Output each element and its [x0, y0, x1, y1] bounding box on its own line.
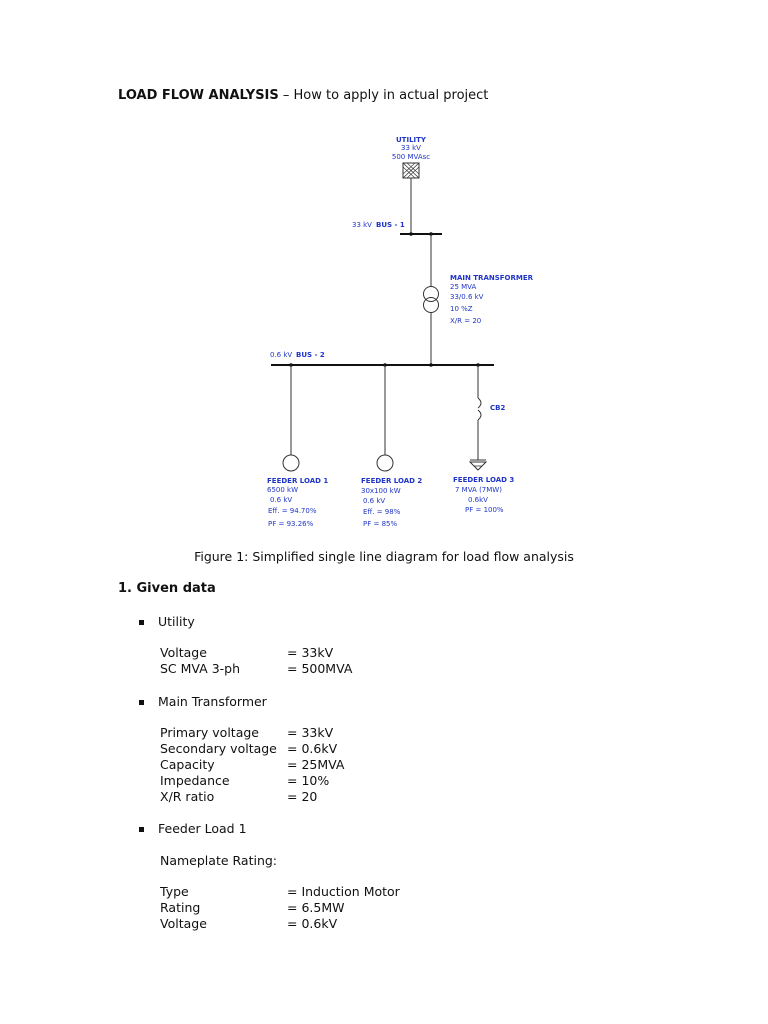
bullet-feeder-load-1	[139, 821, 247, 836]
utility-data	[160, 645, 352, 677]
bus-2-name: BUS - 2	[296, 351, 325, 359]
data-key: X/R ratio	[160, 789, 215, 804]
static-load-icon	[470, 460, 486, 470]
feeder-2-pf: PF = 85%	[363, 520, 398, 528]
bullet-utility-label: Utility	[158, 614, 195, 629]
data-row	[160, 645, 352, 661]
feeder-3-pf: PF = 100%	[465, 506, 504, 514]
feeder-2-voltage: 0.6 kV	[363, 497, 386, 505]
data-row	[160, 757, 344, 773]
data-row	[160, 916, 400, 932]
data-value: = 20	[287, 789, 318, 804]
data-key: Impedance	[160, 773, 230, 788]
data-key: Voltage	[160, 916, 207, 931]
utility-voltage: 33 kV	[401, 144, 421, 152]
transformer-capacity: 25 MVA	[450, 283, 477, 291]
bus-1-name: BUS - 1	[376, 221, 405, 229]
title-rest: – How to apply in actual project	[278, 88, 489, 103]
data-value: = 0.6kV	[287, 916, 338, 931]
bus-1-voltage: 33 kV	[352, 221, 372, 229]
utility-source-icon	[403, 163, 419, 178]
feeder-1-voltage: 0.6 kV	[270, 496, 293, 504]
transformer-label: MAIN TRANSFORMER	[450, 274, 534, 282]
bullet-main-transformer	[139, 694, 267, 709]
transformer-icon	[424, 287, 439, 313]
figure-caption: Figure 1: Simplified single line diagram for load flow analysis	[194, 549, 574, 564]
data-key: Primary voltage	[160, 725, 259, 740]
breaker-label: CB2	[490, 404, 506, 412]
feeder-3-label: FEEDER LOAD 3	[453, 476, 515, 484]
data-value: = 10%	[287, 773, 330, 788]
motor-2-icon	[377, 455, 393, 471]
data-key: Type	[160, 884, 189, 899]
data-value: = 0.6kV	[287, 741, 338, 756]
data-value: = 33kV	[287, 725, 334, 740]
bullet-square-icon	[139, 700, 144, 705]
transformer-impedance: 10 %Z	[450, 305, 473, 313]
data-key: Secondary voltage	[160, 741, 277, 756]
data-row	[160, 884, 400, 900]
feeder-2-label: FEEDER LOAD 2	[361, 477, 423, 485]
feeder-3-voltage: 0.6kV	[468, 496, 488, 504]
transformer-xr: X/R = 20	[450, 317, 482, 325]
data-key: Voltage	[160, 645, 207, 660]
circuit-breaker-icon	[478, 398, 481, 420]
data-key: Capacity	[160, 757, 215, 772]
feeder-data	[160, 884, 400, 932]
bullet-square-icon	[139, 827, 144, 832]
feeder-2-rating: 30x100 kW	[361, 487, 401, 495]
data-key: SC MVA 3-ph	[160, 661, 241, 676]
title-bold: LOAD FLOW ANALYSIS	[118, 88, 279, 103]
data-row	[160, 741, 344, 757]
transformer-voltage: 33/0.6 kV	[450, 293, 484, 301]
data-row	[160, 725, 344, 741]
transformer-data	[160, 725, 344, 805]
bullet-transformer-label: Main Transformer	[158, 694, 267, 709]
utility-label: UTILITY	[396, 136, 426, 144]
bullet-feeder-label: Feeder Load 1	[158, 821, 247, 836]
nameplate-rating-label: Nameplate Rating:	[160, 853, 278, 868]
bus-2-voltage: 0.6 kV	[270, 351, 293, 359]
bullet-square-icon	[139, 620, 144, 625]
bullet-utility	[139, 614, 195, 629]
data-row	[160, 661, 352, 677]
feeder-1-eff: Eff. = 94.70%	[268, 507, 317, 515]
data-value: = 25MVA	[287, 757, 345, 772]
motor-1-icon	[283, 455, 299, 471]
data-value: = 6.5MW	[287, 900, 345, 915]
utility-sc: 500 MVAsc	[391, 153, 431, 161]
feeder-1-label: FEEDER LOAD 1	[267, 477, 329, 485]
data-row	[160, 789, 344, 805]
section-heading-given-data: 1. Given data	[118, 581, 216, 596]
data-value: = Induction Motor	[287, 884, 400, 899]
data-value: = 500MVA	[287, 661, 353, 676]
data-row	[160, 900, 400, 916]
data-row	[160, 773, 344, 789]
feeder-3-rating: 7 MVA (7MW)	[455, 486, 502, 494]
feeder-1-rating: 6500 kW	[267, 486, 299, 494]
data-value: = 33kV	[287, 645, 334, 660]
feeder-1-pf: PF = 93.26%	[268, 520, 314, 528]
data-key: Rating	[160, 900, 201, 915]
feeder-2-eff: Eff. = 98%	[363, 508, 401, 516]
